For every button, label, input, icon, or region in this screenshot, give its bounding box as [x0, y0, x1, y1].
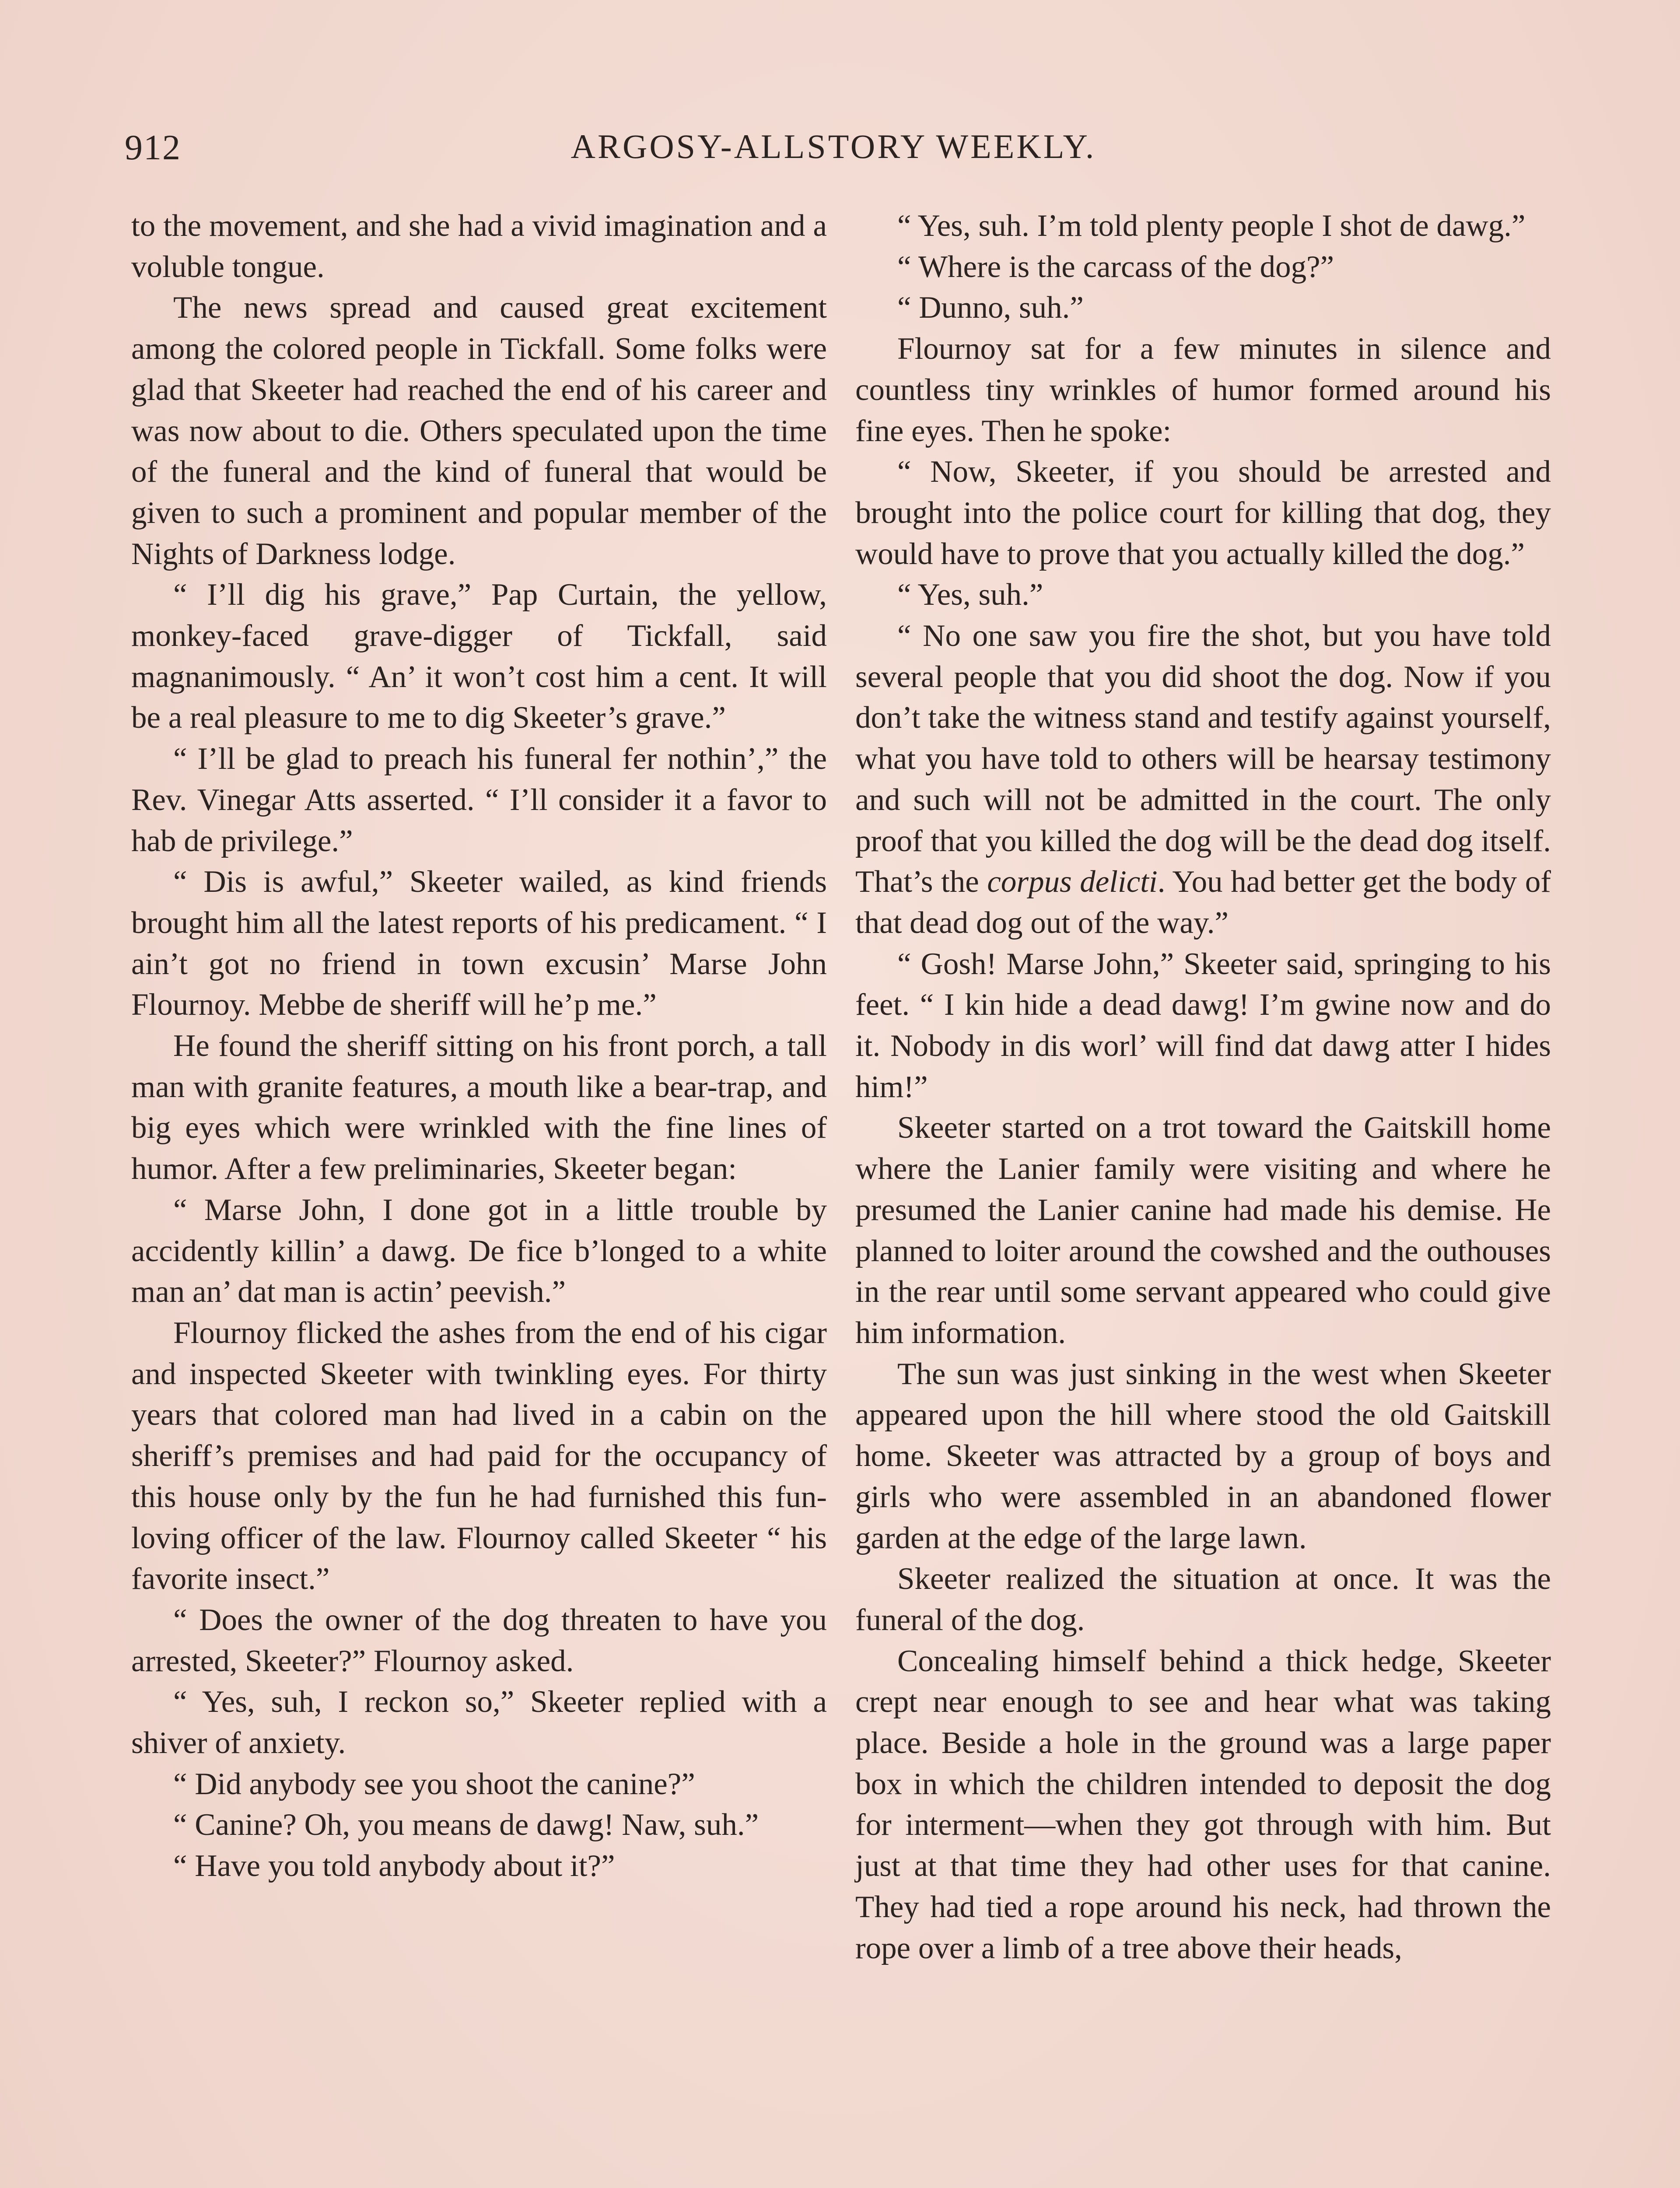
paragraph: He found the sheriff sitting on his front porch, a tall man with granite features, a mouth like a bear-trap, and big eyes which were wrinkled with the fine lines of humor. After a few preliminaries, Skeeter began:	[131, 1029, 827, 1186]
paragraph: “ Canine? Oh, you means de dawg! Naw, suh.”	[173, 1808, 759, 1842]
running-head: ARGOSY-ALLSTORY WEEKLY.	[570, 127, 1096, 165]
paragraph: “ Have you told anybody about it?”	[173, 1849, 615, 1883]
paragraph: “ Gosh! Marse John,” Skeeter said, springing to his feet. “ I kin hide a dead dawg! I’m gwine now and do it. Nobody in dis worl’ will find dat dawg atter I hides him!”	[855, 947, 1551, 1104]
paragraph: “ Does the owner of the dog threaten to have you arrested, Skeeter?” Flournoy asked.	[131, 1602, 827, 1678]
page-number: 912	[125, 127, 181, 167]
paragraph: “ Where is the carcass of the dog?”	[897, 249, 1334, 284]
paragraph: Flournoy flicked the ashes from the end of his cigar and inspected Skeeter with twinkling eyes. For thirty years that colored man had lived in a cabin on the sheriff’s premises and had paid for the occupancy of this house only by the fun he had furnished this fun-loving officer of the law. Flournoy called Skeeter “ his favorite insect.”	[131, 1315, 827, 1596]
paragraph: “ Yes, suh. I’m told plenty people I shot de dawg.”	[897, 209, 1526, 243]
paragraph: “ Did anybody see you shoot the canine?”	[173, 1767, 695, 1801]
left-column	[131, 206, 827, 1887]
paragraph: “ No one saw you fire the shot, but you have told several people that you did shoot the dog. Now if you don’t take the witness stand and testify against yourself, what you have told to others will be hearsay testimony and such will not be admitted in the court. The only proof that you killed the dog will be the dead dog itself. That’s the corpus delicti. You had better get the body of that dead dog out of the way.”	[855, 619, 1551, 940]
paragraph: Skeeter started on a trot toward the Gaitskill home where the Lanier family were visiting and where he presumed the Lanier canine had made his demise. He planned to loiter around the cowshed and the outhouses in the rear until some servant appeared who could give him information.	[855, 1111, 1551, 1350]
paragraph: “ Dis is awful,” Skeeter wailed, as kind friends brought him all the latest reports of his predicament. “ I ain’t got no friend in town excusin’ Marse John Flournoy. Mebbe de sheriff will he’p me.”	[131, 865, 827, 1022]
paragraph: “ I’ll dig his grave,” Pap Curtain, the yellow, monkey-faced grave-digger of Tickfall, said magnanimously. “ An’ it won’t cost him a cent. It will be a real pleasure to me to dig Skeeter’s grave.”	[131, 578, 827, 735]
paragraph: “ Marse John, I done got in a little trouble by accidently killin’ a dawg. De fice b’longed to a white man an’ dat man is actin’ peevish.”	[131, 1192, 827, 1309]
paragraph: Concealing himself behind a thick hedge, Skeeter crept near enough to see and hear what was taking place. Beside a hole in the ground was a large paper box in which the children intended to deposit the dog for interment—when they got through with him. But just at that time they had other uses for that canine. They had tied a rope around his neck, had thrown the rope over a limb of a tree above their heads,	[855, 1644, 1551, 1965]
paragraph: “ Yes, suh.”	[897, 578, 1043, 612]
page-header	[125, 127, 1542, 184]
paragraph: Skeeter realized the situation at once. It was the funeral of the dog.	[855, 1562, 1551, 1637]
paragraph: “ Yes, suh, I reckon so,” Skeeter replied with a shiver of anxiety.	[131, 1685, 827, 1760]
paragraph: to the movement, and she had a vivid imagination and a voluble tongue.	[131, 209, 827, 284]
paragraph: The sun was just sinking in the west when Skeeter appeared upon the hill where stood the old Gaitskill home. Skeeter was attracted by a group of boys and girls who were assembled in an abandoned flower garden at the edge of the large lawn.	[855, 1357, 1551, 1555]
paragraph: Flournoy sat for a few minutes in silence and countless tiny wrinkles of humor formed around his fine eyes. Then he spoke:	[855, 332, 1551, 448]
paragraph: The news spread and caused great excitement among the colored people in Tickfall. Some folks were glad that Skeeter had reached the end of his career and was now about to die. Others speculated upon the time of the funeral and the kind of funeral that would be given to such a prominent and popular member of the Nights of Darkness lodge.	[131, 291, 827, 571]
paragraph: “ Dunno, suh.”	[897, 291, 1084, 325]
right-column	[855, 206, 1551, 1969]
paragraph: “ Now, Skeeter, if you should be arrested and brought into the police court for killing that dog, they would have to prove that you actually killed the dog.”	[855, 455, 1551, 571]
paragraph: “ I’ll be glad to preach his funeral fer nothin’,” the Rev. Vinegar Atts asserted. “ I’ll consider it a favor to hab de privilege.”	[131, 742, 827, 858]
